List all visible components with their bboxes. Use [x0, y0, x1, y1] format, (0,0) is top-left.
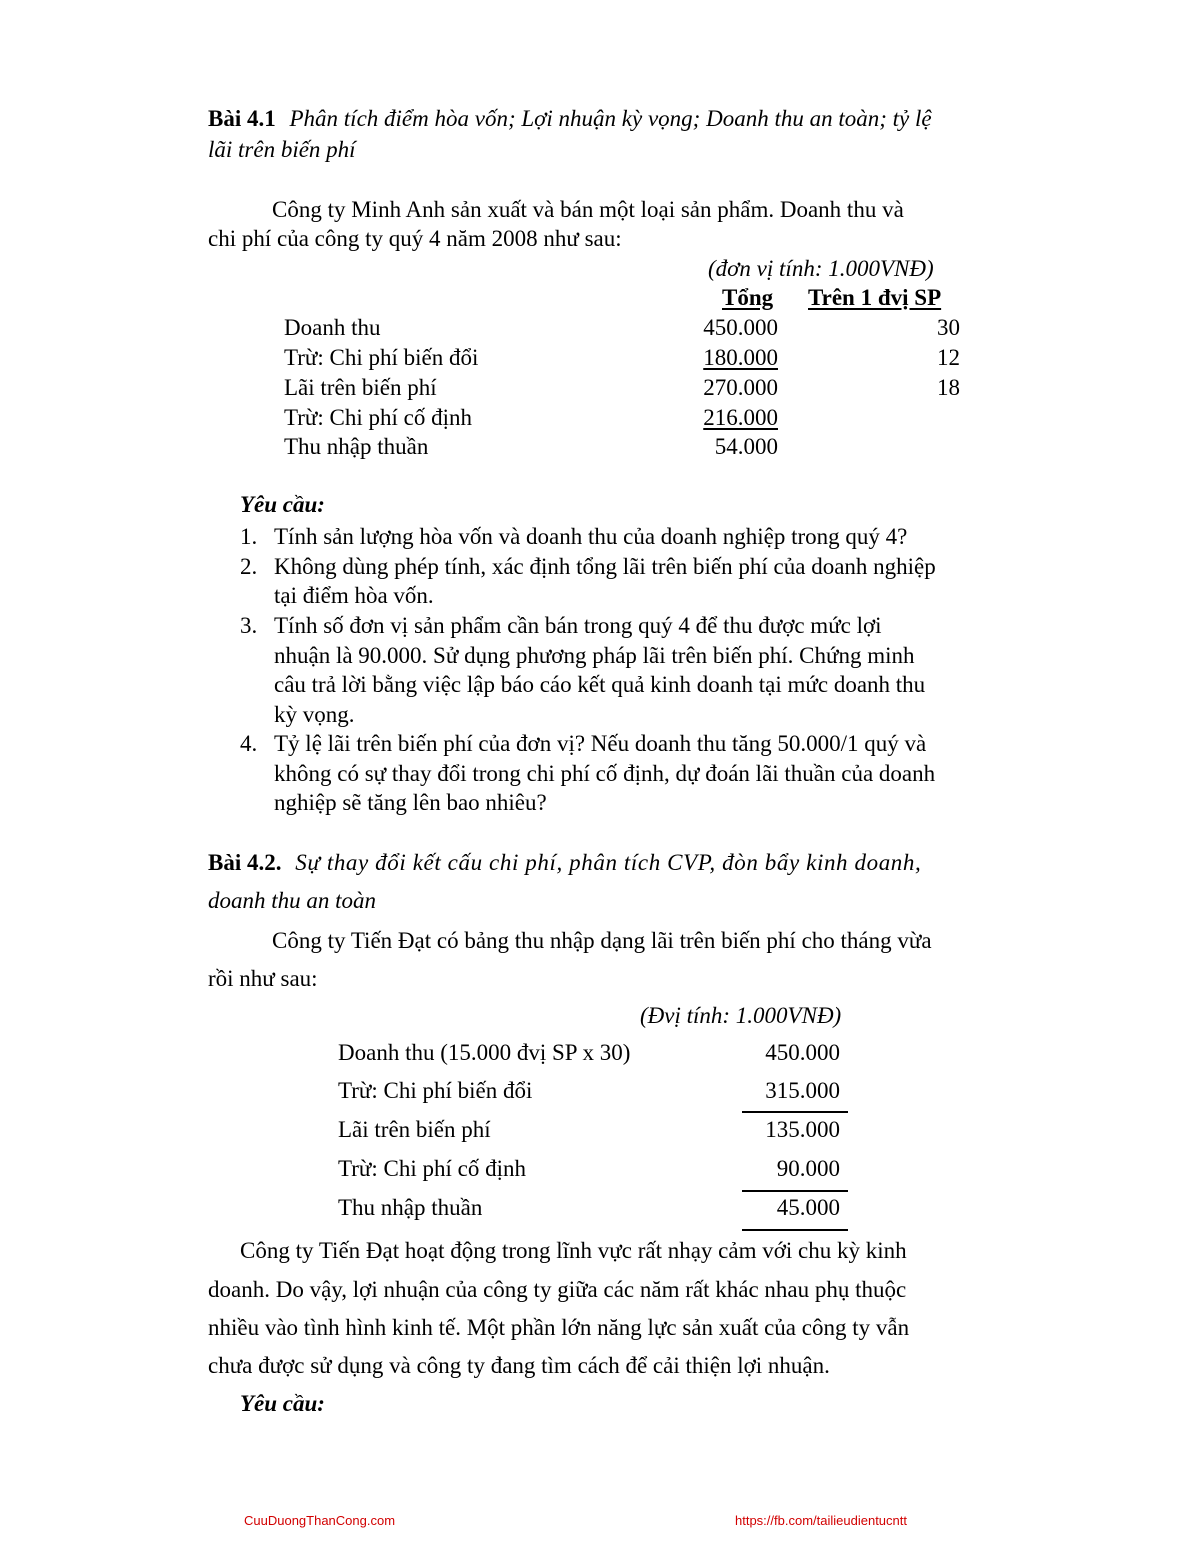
bai41-heading-title-cont: lãi trên biến phí [208, 137, 356, 162]
paragraph-line: Công ty Tiến Đạt hoạt động trong lĩnh vực rất nhạy cảm với chu kỳ kinh [240, 1238, 907, 1263]
list-item-number: 4. [240, 731, 258, 756]
total-double-rule [742, 1229, 848, 1231]
bai41-unit-note: (đơn vị tính: 1.000VNĐ) [708, 256, 934, 281]
table-row-label: Trừ: Chi phí biến đổi [338, 1078, 533, 1103]
paragraph-line: doanh. Do vậy, lợi nhuận của công ty giữa các năm rất khác nhau phụ thuộc [208, 1277, 907, 1302]
table-row-value: 450.000 [765, 1040, 840, 1065]
list-item-number: 2. [240, 554, 258, 579]
table-row-value: 45.000 [776, 1195, 840, 1220]
bai42-intro-line2: rồi như sau: [208, 966, 318, 991]
footer-left-link[interactable]: CuuDuongThanCong.com [244, 1513, 396, 1528]
table-row-value: 135.000 [765, 1117, 840, 1142]
table-row-total: 270.000 [703, 375, 778, 400]
bai42-unit-note: (Đvị tính: 1.000VNĐ) [640, 1003, 842, 1028]
list-item-text: câu trả lời bằng việc lập báo cáo kết quả kinh doanh tại mức doanh thu [274, 672, 926, 697]
list-item-text: Tỷ lệ lãi trên biến phí của đơn vị? Nếu doanh thu tăng 50.000/1 quý và [274, 731, 927, 756]
table-row-unit: 18 [937, 375, 960, 400]
table-row-label: Lãi trên biến phí [284, 375, 437, 400]
table-row-label: Doanh thu (15.000 đvị SP x 30) [338, 1040, 631, 1065]
bai41-requirements-heading: Yêu cầu: [240, 492, 325, 517]
table-row-label: Doanh thu [284, 315, 381, 340]
footer-right-link[interactable]: https://fb.com/tailieudientucntt [735, 1513, 907, 1528]
table-row-unit: 12 [937, 345, 960, 370]
bai41-heading [208, 106, 932, 132]
paragraph-line: nhiều vào tình hình kinh tế. Một phần lớn năng lực sản xuất của công ty vẫn [208, 1315, 910, 1340]
table-row-label: Trừ: Chi phí biến đổi [284, 345, 479, 370]
list-item-text: nghiệp sẽ tăng lên bao nhiêu? [274, 790, 547, 815]
list-item-text: không có sự thay đổi trong chi phí cố định, dự đoán lãi thuần của doanh [274, 761, 936, 786]
bai41-heading-label: Bài 4.1 [208, 106, 276, 131]
bai41-heading-title: Phân tích điểm hòa vốn; Lợi nhuận kỳ vọng; Doanh thu an toàn; tỷ lệ [289, 106, 932, 131]
list-item-number: 1. [240, 524, 258, 549]
list-item-text: nhuận là 90.000. Sử dụng phương pháp lãi trên biến phí. Chứng minh [274, 643, 915, 668]
table-row-label: Thu nhập thuần [284, 434, 429, 459]
list-item-number: 3. [240, 613, 258, 638]
table-row-total: 450.000 [703, 315, 778, 340]
bai42-intro-line1: Công ty Tiến Đạt có bảng thu nhập dạng lãi trên biến phí cho tháng vừa [272, 928, 932, 953]
subtotal-rule [742, 1111, 848, 1113]
list-item-text: kỳ vọng. [274, 702, 355, 727]
bai41-intro-line2: chi phí của công ty quý 4 năm 2008 như sau: [208, 226, 622, 251]
table-row-value: 315.000 [765, 1078, 840, 1103]
bai41-col-total: Tổng [722, 285, 774, 310]
table-row-label: Thu nhập thuần [338, 1195, 483, 1220]
list-item-text: Không dùng phép tính, xác định tổng lãi trên biến phí của doanh nghiệp [274, 554, 936, 579]
paragraph-line: chưa được sử dụng và công ty đang tìm cách để cải thiện lợi nhuận. [208, 1353, 830, 1378]
table-row-total: 180.000 [703, 345, 778, 370]
bai42-heading-title: Sự thay đổi kết cấu chi phí, phân tích CVP, đòn bẩy kinh doanh, [295, 850, 922, 875]
bai42-heading-title-cont: doanh thu an toàn [208, 888, 377, 913]
table-row-label: Trừ: Chi phí cố định [338, 1156, 526, 1181]
bai41-col-unit: Trên 1 đvị SP [808, 285, 942, 310]
table-row-total: 54.000 [714, 434, 778, 459]
table-row-label: Lãi trên biến phí [338, 1117, 491, 1142]
bai41-intro-line1: Công ty Minh Anh sản xuất và bán một loại sản phẩm. Doanh thu và [272, 197, 904, 222]
subtotal-rule [742, 1190, 848, 1192]
table-row-label: Trừ: Chi phí cố định [284, 405, 472, 430]
bai42-heading-label: Bài 4.2. [208, 850, 282, 875]
bai42-heading [208, 850, 921, 876]
table-row-value: 90.000 [776, 1156, 840, 1181]
list-item-text: Tính sản lượng hòa vốn và doanh thu của doanh nghiệp trong quý 4? [274, 524, 908, 549]
list-item-text: Tính số đơn vị sản phẩm cần bán trong quý 4 để thu được mức lợi [274, 613, 882, 638]
table-row-total: 216.000 [703, 405, 778, 430]
bai42-requirements-heading: Yêu cầu: [240, 1391, 325, 1416]
list-item-text: tại điểm hòa vốn. [274, 583, 434, 608]
table-row-unit: 30 [937, 315, 960, 340]
